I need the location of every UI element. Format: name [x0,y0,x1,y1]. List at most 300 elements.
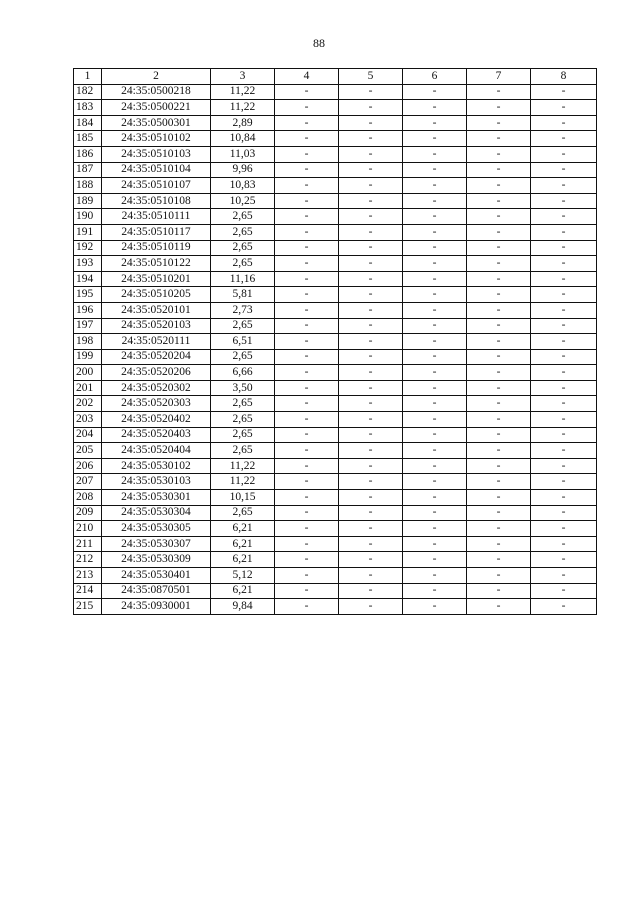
table-cell: - [531,224,597,240]
table-cell: 2,65 [211,427,275,443]
table-row [74,334,597,350]
table-cell: 194 [74,271,102,287]
table-cell: - [275,318,339,334]
table-cell: 24:35:0520403 [102,427,211,443]
table-cell: 2,65 [211,443,275,459]
table-cell: - [531,396,597,412]
table-cell: - [339,318,403,334]
table-cell: 24:35:0510205 [102,287,211,303]
table-cell: 3,50 [211,380,275,396]
table-row [74,318,597,334]
table-cell: - [531,412,597,428]
table-cell: 24:35:0500218 [102,84,211,100]
table-cell: - [339,568,403,584]
table-cell: 24:35:0510104 [102,162,211,178]
table-cell: 10,83 [211,178,275,194]
table-cell: - [531,287,597,303]
table-cell: 24:35:0530304 [102,505,211,521]
table-cell: 11,16 [211,271,275,287]
table-cell: - [339,302,403,318]
table-row [74,552,597,568]
table-cell: - [467,458,531,474]
table-cell: - [467,100,531,116]
registry-table [73,68,597,615]
table-cell: - [531,162,597,178]
table-cell: - [403,240,467,256]
table-cell: 188 [74,178,102,194]
table-cell: 24:35:0520206 [102,365,211,381]
table-cell: - [339,287,403,303]
table-cell: - [467,146,531,162]
table-row [74,224,597,240]
table-cell: 24:35:0510102 [102,131,211,147]
table-cell: - [339,271,403,287]
table-cell: 24:35:0520303 [102,396,211,412]
table-row [74,521,597,537]
table-cell: - [275,505,339,521]
table-row [74,365,597,381]
column-header: 1 [74,69,102,85]
table-cell: - [531,256,597,272]
table-cell: - [339,412,403,428]
table-cell: 208 [74,490,102,506]
column-header: 8 [531,69,597,85]
table-cell: - [275,271,339,287]
table-cell: - [403,505,467,521]
column-header: 3 [211,69,275,85]
table-cell: - [531,193,597,209]
table-cell: 24:35:0510103 [102,146,211,162]
table-row [74,568,597,584]
table-cell: 198 [74,334,102,350]
table-cell: - [275,162,339,178]
table-cell: - [339,256,403,272]
table-cell: 201 [74,380,102,396]
table-row [74,84,597,100]
table-cell: - [403,349,467,365]
column-header: 2 [102,69,211,85]
table-cell: - [403,115,467,131]
table-cell: 24:35:0520103 [102,318,211,334]
table-cell: 182 [74,84,102,100]
table-cell: 192 [74,240,102,256]
table-cell: 203 [74,412,102,428]
table-cell: - [403,318,467,334]
table-cell: - [403,396,467,412]
table-cell: - [467,474,531,490]
table-cell: 2,65 [211,240,275,256]
table-cell: - [275,302,339,318]
table-cell: 215 [74,599,102,615]
table-cell: 2,65 [211,256,275,272]
table-cell: 2,65 [211,224,275,240]
table-cell: - [403,84,467,100]
table-cell: - [275,256,339,272]
table-cell: - [467,256,531,272]
table-cell: - [531,552,597,568]
table-cell: - [403,302,467,318]
table-cell: - [403,552,467,568]
table-cell: 24:35:0530305 [102,521,211,537]
table-cell: 6,21 [211,536,275,552]
table-row [74,412,597,428]
table-cell: - [339,396,403,412]
table-cell: - [339,209,403,225]
table-cell: - [403,490,467,506]
table-cell: 197 [74,318,102,334]
table-cell: 24:35:0520101 [102,302,211,318]
table-cell: - [339,334,403,350]
table-cell: - [275,115,339,131]
table-cell: - [275,365,339,381]
table-cell: 11,03 [211,146,275,162]
table-row [74,427,597,443]
table-cell: 187 [74,162,102,178]
table-cell: - [467,552,531,568]
table-cell: - [339,380,403,396]
table-cell: 24:35:0930001 [102,599,211,615]
table-cell: - [403,536,467,552]
table-cell: - [339,240,403,256]
table-cell: - [403,474,467,490]
column-header: 7 [467,69,531,85]
table-cell: - [467,162,531,178]
table-cell: - [467,490,531,506]
table-cell: - [467,271,531,287]
table-cell: - [531,271,597,287]
table-cell: - [403,193,467,209]
column-header: 4 [275,69,339,85]
table-cell: - [531,100,597,116]
table-cell: - [275,490,339,506]
table-cell: - [403,568,467,584]
table-cell: 24:35:0520111 [102,334,211,350]
table-cell: 2,65 [211,318,275,334]
table-row [74,396,597,412]
table-cell: - [531,536,597,552]
table-cell: - [467,178,531,194]
table-cell: - [339,131,403,147]
table-cell: - [403,209,467,225]
table-cell: 202 [74,396,102,412]
table-cell: - [531,334,597,350]
table-cell: - [339,365,403,381]
table-cell: - [275,334,339,350]
table-cell: - [403,131,467,147]
table-cell: 189 [74,193,102,209]
table-cell: - [531,365,597,381]
table-cell: 24:35:0530309 [102,552,211,568]
table-cell: - [275,178,339,194]
table-cell: - [467,365,531,381]
table-cell: - [467,131,531,147]
table-cell: - [275,568,339,584]
table-cell: - [339,521,403,537]
table-row [74,146,597,162]
table-cell: - [531,115,597,131]
table-cell: 186 [74,146,102,162]
table-cell: 211 [74,536,102,552]
table-cell: 24:35:0530301 [102,490,211,506]
table-cell: - [339,583,403,599]
table-row [74,536,597,552]
table-cell: - [531,178,597,194]
table-cell: - [467,583,531,599]
table-cell: - [531,240,597,256]
table-row [74,178,597,194]
table-cell: - [403,412,467,428]
table-cell: - [531,521,597,537]
table-cell: - [275,536,339,552]
table-row [74,583,597,599]
table-cell: 24:35:0510119 [102,240,211,256]
table-cell: - [275,474,339,490]
table-cell: - [531,599,597,615]
table-cell: - [531,84,597,100]
table-cell: 196 [74,302,102,318]
table-cell: 205 [74,443,102,459]
table-cell: 184 [74,115,102,131]
table-cell: - [275,552,339,568]
table-cell: - [467,84,531,100]
table-cell: 10,25 [211,193,275,209]
table-cell: - [403,271,467,287]
table-cell: - [531,427,597,443]
table-cell: 214 [74,583,102,599]
table-cell: 11,22 [211,84,275,100]
table-cell: 24:35:0500301 [102,115,211,131]
table-row [74,162,597,178]
table-row [74,271,597,287]
table-cell: - [531,583,597,599]
table-cell: 185 [74,131,102,147]
table-cell: 10,84 [211,131,275,147]
table-row [74,209,597,225]
table-cell: - [275,521,339,537]
table-cell: 24:35:0510108 [102,193,211,209]
table-cell: - [275,84,339,100]
table-cell: - [467,334,531,350]
table-cell: 193 [74,256,102,272]
table-cell: 213 [74,568,102,584]
table-cell: - [339,224,403,240]
table-cell: - [339,552,403,568]
table-cell: - [275,583,339,599]
table-cell: 210 [74,521,102,537]
table-cell: - [467,115,531,131]
table-cell: 24:35:0520404 [102,443,211,459]
table-cell: 9,84 [211,599,275,615]
table-cell: - [403,458,467,474]
table-cell: - [275,240,339,256]
column-header: 5 [339,69,403,85]
table-cell: - [531,131,597,147]
table-row [74,131,597,147]
table-cell: 9,96 [211,162,275,178]
table-cell: 11,22 [211,458,275,474]
table-cell: - [339,427,403,443]
table-cell: - [403,443,467,459]
table-cell: - [467,505,531,521]
table-cell: - [339,193,403,209]
table-cell: - [467,568,531,584]
table-cell: 204 [74,427,102,443]
page-number: 88 [313,36,325,50]
table-cell: 2,73 [211,302,275,318]
table-cell: - [403,583,467,599]
table-cell: - [467,302,531,318]
table-cell: - [339,599,403,615]
table-cell: 2,65 [211,396,275,412]
table-cell: 2,65 [211,209,275,225]
table-cell: - [275,287,339,303]
table-row [74,115,597,131]
table-cell: - [531,349,597,365]
table-cell: - [467,396,531,412]
table-cell: - [339,146,403,162]
table-cell: 200 [74,365,102,381]
table-cell: 11,22 [211,100,275,116]
table-cell: - [531,474,597,490]
table-cell: - [339,100,403,116]
table-cell: - [339,490,403,506]
table-cell: 24:35:0530102 [102,458,211,474]
table-cell: 183 [74,100,102,116]
table-cell: - [467,536,531,552]
table-cell: 24:35:0520204 [102,349,211,365]
table-row [74,490,597,506]
table-cell: - [531,443,597,459]
table-row [74,474,597,490]
table-cell: - [531,505,597,521]
table-cell: - [531,568,597,584]
table-cell: - [531,146,597,162]
table-cell: - [467,224,531,240]
table-cell: - [339,115,403,131]
table-row [74,302,597,318]
table-cell: 6,21 [211,583,275,599]
table-cell: 24:35:0500221 [102,100,211,116]
table-cell: 207 [74,474,102,490]
table-cell: 11,22 [211,474,275,490]
table-cell: - [403,162,467,178]
table-cell: - [403,427,467,443]
table-cell: - [275,209,339,225]
table-body [74,84,597,614]
table-cell: 24:35:0510111 [102,209,211,225]
table-cell: - [403,599,467,615]
table-cell: - [403,380,467,396]
table-cell: - [467,193,531,209]
table-cell: 6,21 [211,552,275,568]
table-row [74,458,597,474]
table-cell: - [339,349,403,365]
table-cell: 2,89 [211,115,275,131]
table-cell: 2,65 [211,349,275,365]
table-cell: - [275,412,339,428]
table-row [74,349,597,365]
table-row [74,100,597,116]
table-row [74,193,597,209]
table-cell: - [403,224,467,240]
table-cell: 10,15 [211,490,275,506]
table-cell: - [531,302,597,318]
table-cell: - [467,240,531,256]
table-cell: 24:35:0510117 [102,224,211,240]
table-cell: - [467,287,531,303]
table-cell: 212 [74,552,102,568]
table-row [74,443,597,459]
table-cell: - [531,490,597,506]
table-cell: - [403,521,467,537]
table-cell: 199 [74,349,102,365]
table-cell: - [275,193,339,209]
table-cell: - [275,396,339,412]
table-cell: - [467,599,531,615]
table-cell: 24:35:0510122 [102,256,211,272]
table-header-row [74,69,597,85]
table-cell: - [275,443,339,459]
table-cell: - [275,349,339,365]
table-cell: - [467,412,531,428]
table-cell: - [403,256,467,272]
table-cell: 24:35:0520402 [102,412,211,428]
table-cell: - [467,521,531,537]
table-cell: - [339,84,403,100]
table-cell: 6,51 [211,334,275,350]
table-cell: - [403,100,467,116]
table-cell: 206 [74,458,102,474]
table-cell: 24:35:0530401 [102,568,211,584]
table-cell: - [467,380,531,396]
table-cell: - [339,505,403,521]
table-cell: - [531,209,597,225]
table-cell: - [403,365,467,381]
table-row [74,240,597,256]
table-cell: 6,66 [211,365,275,381]
table-cell: 190 [74,209,102,225]
table-cell: 24:35:0530307 [102,536,211,552]
table-cell: - [403,178,467,194]
table-cell: 5,12 [211,568,275,584]
table-cell: - [339,536,403,552]
table-cell: - [275,458,339,474]
table-row [74,380,597,396]
table-cell: - [339,162,403,178]
table-cell: 2,65 [211,412,275,428]
table-cell: 24:35:0520302 [102,380,211,396]
table-cell: - [531,380,597,396]
table-cell: 195 [74,287,102,303]
table-cell: 6,21 [211,521,275,537]
table-cell: - [275,224,339,240]
table-cell: - [339,443,403,459]
table-cell: - [531,318,597,334]
table-cell: - [275,146,339,162]
table-cell: - [275,100,339,116]
table-cell: - [467,427,531,443]
table-cell: - [275,599,339,615]
table-cell: - [339,458,403,474]
table-cell: - [467,318,531,334]
table-cell: - [403,287,467,303]
column-header: 6 [403,69,467,85]
table-cell: - [467,209,531,225]
table-cell: - [339,178,403,194]
table-cell: - [467,349,531,365]
table-cell: - [467,443,531,459]
table-cell: - [403,334,467,350]
